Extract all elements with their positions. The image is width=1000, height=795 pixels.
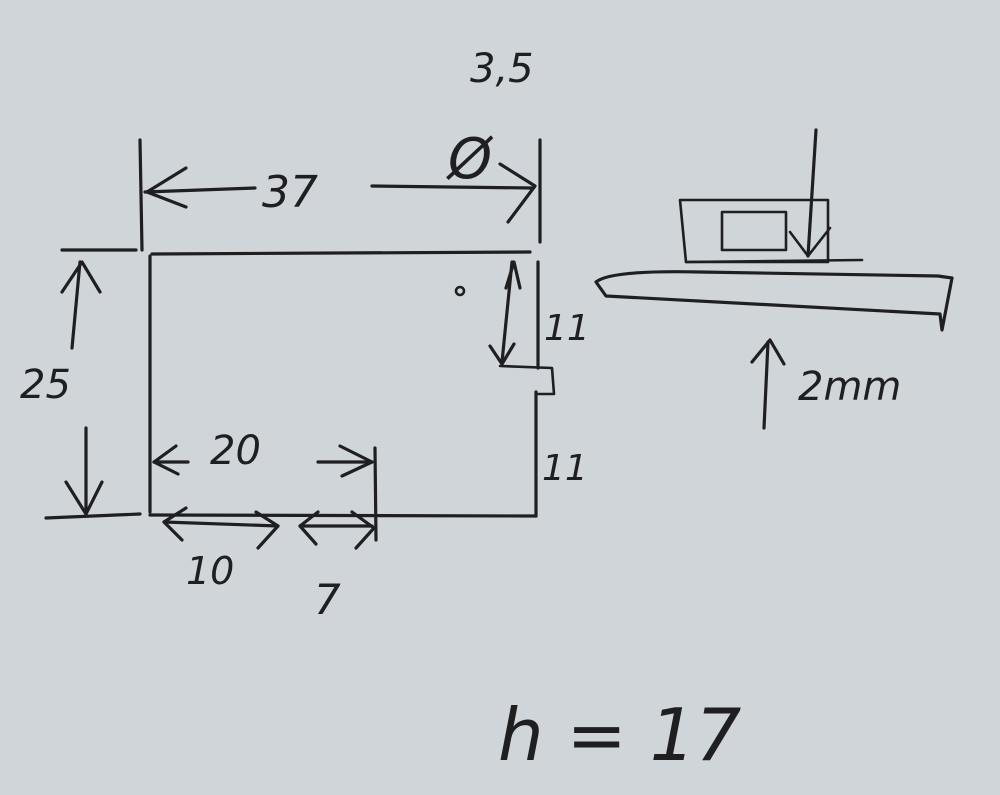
arrowhead-20-left [154, 446, 178, 474]
plate-top-edge [152, 252, 530, 254]
plate-outline [150, 252, 554, 516]
arrowhead-25-bottom [66, 482, 102, 514]
extension-line-bottom [46, 514, 140, 518]
dim-label-20: 20 [210, 428, 261, 474]
hole-circle [456, 287, 464, 295]
side-view-plate [596, 272, 952, 330]
thickness-label-2mm: 2mm [798, 364, 902, 410]
dim-label-11-lower: 11 [542, 448, 588, 489]
side-view-block-base [686, 260, 862, 262]
dimension-line-10 [164, 522, 278, 526]
dim-label-3-5: 3,5 [470, 46, 534, 92]
extension-line-left [140, 140, 142, 250]
thickness-arrow-shaft [764, 342, 768, 428]
dimension-20 [154, 428, 372, 476]
dim-label-25: 25 [20, 362, 71, 408]
dimension-line-37-left [145, 188, 255, 192]
arrowhead-11-upper-top [506, 262, 520, 288]
dim-label-10: 10 [186, 549, 235, 593]
dimension-hole-diameter [446, 46, 534, 192]
arrowhead-37-right [500, 164, 535, 222]
arrowhead-10-right [256, 512, 278, 548]
hole-position-mark [500, 366, 554, 394]
dim-label-11-upper: 11 [544, 308, 590, 349]
height-note: h = 17 [498, 693, 742, 777]
dimension-11-lower [542, 448, 588, 489]
side-view-pin [808, 130, 816, 256]
side-view-inner-slot [722, 212, 786, 250]
dim-label-37: 37 [262, 167, 318, 218]
arrowhead-37-left [147, 168, 186, 207]
dimension-25 [20, 262, 102, 514]
plate-bottom-edge [150, 515, 536, 516]
dimension-11-upper [490, 262, 590, 364]
dim-label-7: 7 [314, 575, 341, 624]
dimension-segments [164, 508, 374, 624]
side-view [596, 130, 952, 428]
extension-line-20 [375, 448, 376, 540]
arrowhead-7-right [352, 512, 374, 548]
diameter-symbol-icon: Ø [448, 127, 493, 192]
